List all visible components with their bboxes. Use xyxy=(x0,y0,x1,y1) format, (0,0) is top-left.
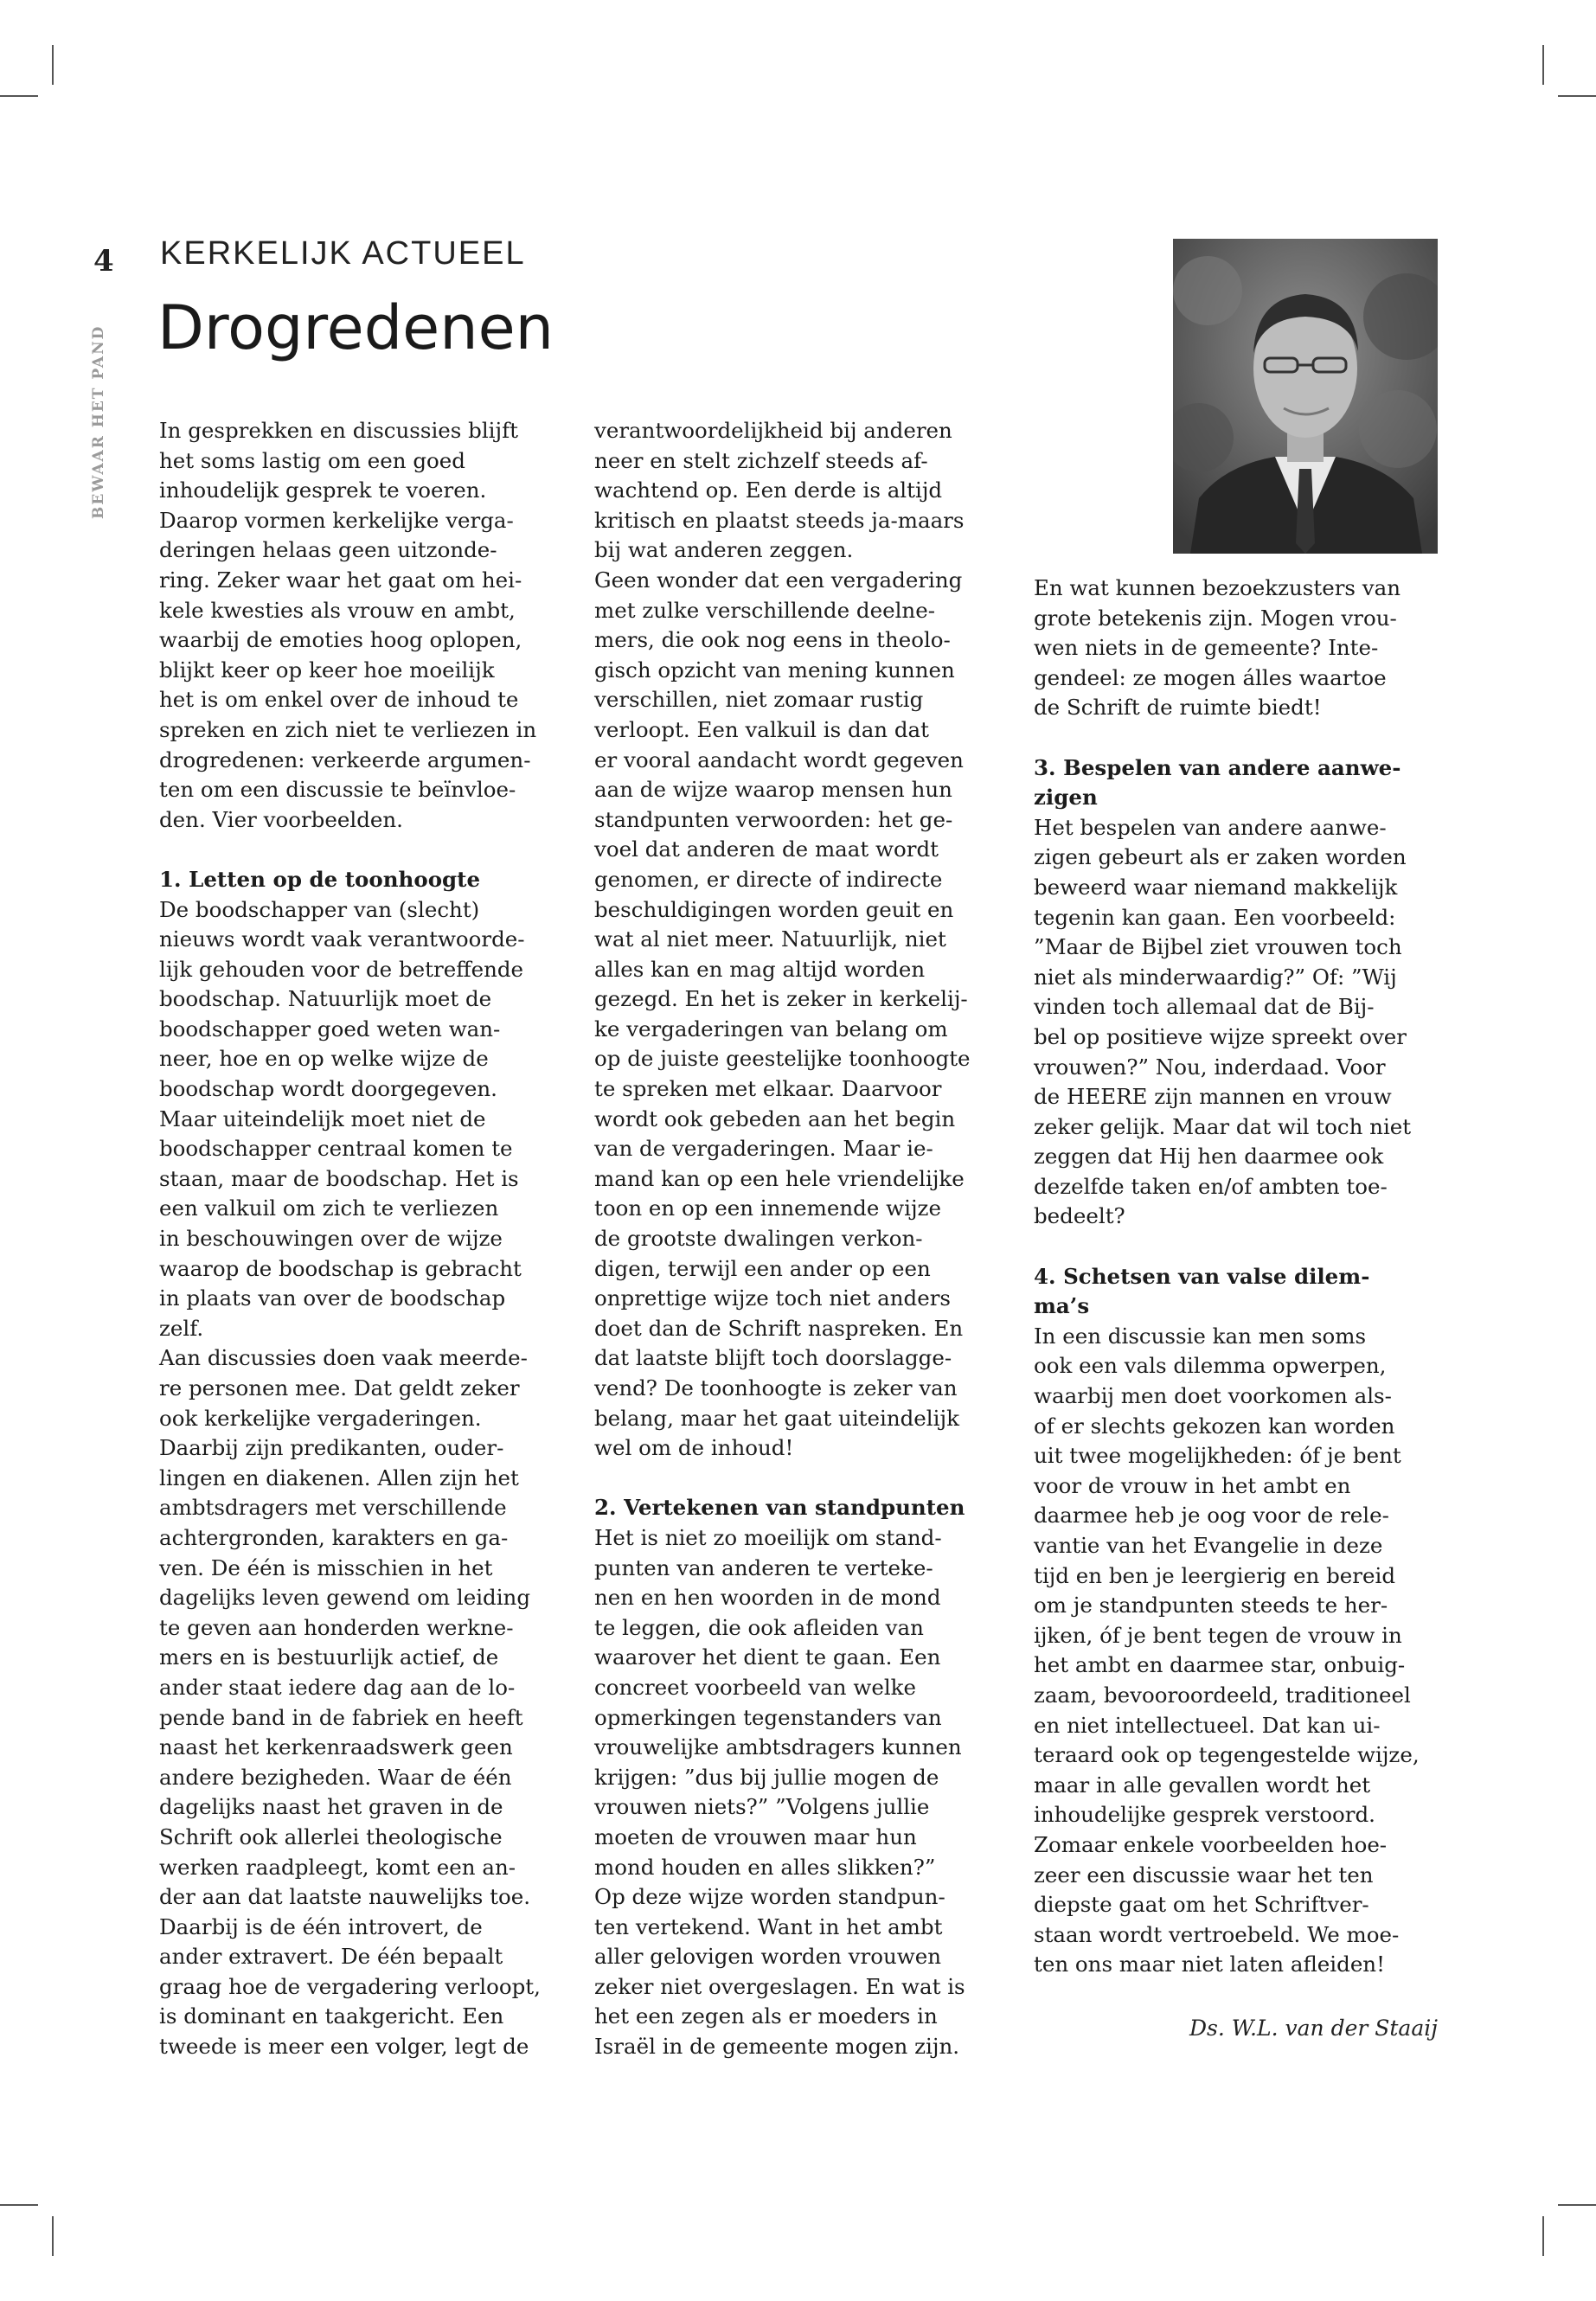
text-line: om je standpunten steeds te her- xyxy=(1034,1593,1388,1618)
text-line: wachtend op. Een derde is altijd xyxy=(594,478,943,503)
text-line: Op deze wijze worden standpun- xyxy=(594,1884,945,1910)
text-line: zigen gebeurt als er zaken worden xyxy=(1034,844,1407,870)
text-line: andere bezigheden. Waar de één xyxy=(159,1764,512,1790)
text-line: vrouwen niets?” ”Volgens jullie xyxy=(594,1794,930,1820)
text-line: lingen en diakenen. Allen zijn het xyxy=(159,1465,519,1490)
text-line: ander extravert. De één bepaalt xyxy=(159,1944,503,1970)
text-line: op de juiste geestelijke toonhoogte xyxy=(594,1046,971,1072)
paragraph xyxy=(1034,1322,1420,1980)
text-line: belang, maar het gaat uiteindelijk xyxy=(594,1405,959,1431)
heading-vertekenen: 2. Vertekenen van standpunten xyxy=(594,1495,965,1521)
crop-mark xyxy=(1558,95,1596,97)
text-line: boodschap. Natuurlijk moet de xyxy=(159,986,492,1012)
text-line: ten om een discussie te beïnvloe- xyxy=(159,777,516,803)
text-line: wen niets in de gemeente? Inte- xyxy=(1034,635,1379,661)
text-line: wel om de inhoud! xyxy=(594,1435,794,1461)
text-line: tegenin kan gaan. Een voorbeeld: xyxy=(1034,904,1396,930)
text-line: verloopt. Een valkuil is dan dat xyxy=(594,716,929,742)
text-line: wat al niet meer. Natuurlijk, niet xyxy=(594,926,946,952)
text-line: boodschap wordt doorgegeven. xyxy=(159,1076,497,1102)
paragraph xyxy=(1034,813,1420,1232)
text-line: mand kan op een hele vriendelijke xyxy=(594,1165,965,1191)
text-line: nieuws wordt vaak verantwoorde- xyxy=(159,926,525,952)
text-line: blijkt keer op keer hoe moeilijk xyxy=(159,657,495,683)
text-line: 3. Bespelen van andere aanwe- xyxy=(1034,754,1401,780)
text-line: vrouwen?” Nou, inderdaad. Voor xyxy=(1034,1054,1386,1080)
text-line: ven. De één is misschien in het xyxy=(159,1554,493,1580)
text-line: de HEERE zijn mannen en vrouw xyxy=(1034,1084,1392,1110)
text-line: ambtsdragers met verschillende xyxy=(159,1495,507,1521)
side-label-text: BEWAAR HET PAND xyxy=(90,324,107,519)
text-line: het is om enkel over de inhoud te xyxy=(159,687,519,713)
text-line: Geen wonder dat een vergadering xyxy=(594,567,963,593)
text-line: dagelijks leven gewend om leiding xyxy=(159,1585,531,1611)
text-line: der aan dat laatste nauwelijks toe. xyxy=(159,1884,530,1910)
text-line: aan de wijze waarop mensen hun xyxy=(594,777,952,803)
text-line: daarmee heb je oog voor de rele- xyxy=(1034,1503,1389,1529)
text-line: achtergronden, karakters en ga- xyxy=(159,1524,509,1550)
side-label xyxy=(90,294,116,519)
heading-bespelen xyxy=(1034,753,1420,813)
text-line: zeker niet overgeslagen. En wat is xyxy=(594,1973,965,1999)
crop-mark xyxy=(1558,2204,1596,2206)
text-line: dezelfde taken en/of ambten toe- xyxy=(1034,1173,1388,1199)
text-line: waarbij men doet voorkomen als- xyxy=(1034,1383,1392,1409)
text-line: lijk gehouden voor de betreffende xyxy=(159,956,524,982)
text-line: boodschapper goed weten wan- xyxy=(159,1016,501,1042)
text-line: dat laatste blijft toch doorslagge- xyxy=(594,1345,952,1371)
text-line: te spreken met elkaar. Daarvoor xyxy=(594,1076,942,1102)
text-line: zeer een discussie waar het ten xyxy=(1034,1862,1374,1888)
text-line: In een discussie kan men soms xyxy=(1034,1323,1367,1349)
text-line: neer en stelt zichzelf steeds af- xyxy=(594,447,928,473)
text-line: voor de vrouw in het ambt en xyxy=(1034,1472,1351,1498)
text-line: ten ons maar niet laten afleiden! xyxy=(1034,1952,1385,1977)
text-line: 4. Schetsen van valse dilem- xyxy=(1034,1263,1370,1289)
text-line: vrouwelijke ambtsdragers kunnen xyxy=(594,1734,962,1760)
author-signature: Ds. W.L. van der Staaij xyxy=(1189,2016,1438,2041)
text-line: naast het kerkenraadswerk geen xyxy=(159,1734,513,1760)
column-2 xyxy=(594,416,971,2062)
heading-toonhoogte: 1. Letten op de toonhoogte xyxy=(159,866,481,892)
text-line: is dominant en taakgericht. Een xyxy=(159,2003,504,2029)
text-line: wordt ook gebeden aan het begin xyxy=(594,1106,956,1131)
text-line: mers, die ook nog eens in theolo- xyxy=(594,627,951,653)
crop-mark xyxy=(52,2216,54,2256)
text-line: mond houden en alles slikken?” xyxy=(594,1854,936,1880)
text-line: teraard ook op tegengestelde wijze, xyxy=(1034,1742,1420,1768)
text-line: neer, hoe en op welke wijze de xyxy=(159,1046,489,1072)
text-line: zeggen dat Hij hen daarmee ook xyxy=(1034,1144,1384,1170)
text-line: het soms lastig om een goed xyxy=(159,447,465,473)
text-line: spreken en zich niet te verliezen in xyxy=(159,716,537,742)
paragraph xyxy=(594,1523,971,2062)
text-line: zeker gelijk. Maar dat wil toch niet xyxy=(1034,1113,1412,1139)
text-line: standpunten verwoorden: het ge- xyxy=(594,806,953,832)
article-title: Drogredenen xyxy=(157,292,554,363)
text-line: inhoudelijke gesprek verstoord. xyxy=(1034,1802,1375,1828)
text-line: Daarbij is de één introvert, de xyxy=(159,1913,483,1939)
text-line: mers en is bestuurlijk actief, de xyxy=(159,1644,499,1670)
text-line: waarover het dient te gaan. Een xyxy=(594,1644,941,1670)
text-line: Daarbij zijn predikanten, ouder- xyxy=(159,1435,504,1461)
text-line: inhoudelijk gesprek te voeren. xyxy=(159,478,487,503)
column-3 xyxy=(1034,574,1420,1980)
text-line: concreet voorbeeld van welke xyxy=(594,1674,917,1700)
text-line: alles kan en mag altijd worden xyxy=(594,956,926,982)
text-line: tijd en ben je leergierig en bereid xyxy=(1034,1562,1396,1588)
author-photo xyxy=(1173,239,1438,554)
text-line: van de vergaderingen. Maar ie- xyxy=(594,1136,933,1162)
text-line: Zomaar enkele voorbeelden hoe- xyxy=(1034,1831,1388,1857)
text-line: staan wordt vertroebeld. We moe- xyxy=(1034,1921,1400,1947)
text-line: bij wat anderen zeggen. xyxy=(594,537,854,563)
text-line: zigen xyxy=(1034,785,1098,811)
text-line: grote betekenis zijn. Mogen vrou- xyxy=(1034,605,1397,631)
text-line: nen en hen woorden in de mond xyxy=(594,1585,941,1611)
text-line: ma’s xyxy=(1034,1293,1090,1319)
text-line: of er slechts gekozen kan worden xyxy=(1034,1413,1395,1439)
text-line: ook een vals dilemma opwerpen, xyxy=(1034,1353,1387,1379)
text-line: gendeel: ze mogen álles waartoe xyxy=(1034,664,1387,690)
text-line: beweerd waar niemand makkelijk xyxy=(1034,874,1398,900)
text-line: ring. Zeker waar het gaat om hei- xyxy=(159,567,522,593)
text-line: niet als minderwaardig?” Of: ”Wij xyxy=(1034,964,1397,990)
text-line: Het bespelen van andere aanwe- xyxy=(1034,814,1387,840)
text-line: ”Maar de Bijbel ziet vrouwen toch xyxy=(1034,934,1402,960)
text-line: dagelijks naast het graven in de xyxy=(159,1794,503,1820)
text-line: kritisch en plaatst steeds ja-maars xyxy=(594,507,965,533)
text-line: uit twee mogelijkheden: óf je bent xyxy=(1034,1443,1401,1469)
text-line: opmerkingen tegenstanders van xyxy=(594,1704,942,1730)
text-line: onprettige wijze toch niet anders xyxy=(594,1285,952,1311)
section-label: KERKELIJK ACTUEEL xyxy=(160,235,526,272)
text-line: De boodschapper van (slecht) xyxy=(159,896,480,922)
text-line: voel dat anderen de maat wordt xyxy=(594,836,939,862)
text-line: vend? De toonhoogte is zeker van xyxy=(594,1375,958,1400)
text-line: vinden toch allemaal dat de Bij- xyxy=(1034,994,1375,1020)
text-line: de Schrift de ruimte biedt! xyxy=(1034,695,1322,721)
text-line: ke vergaderingen van belang om xyxy=(594,1016,948,1042)
text-line: er vooral aandacht wordt gegeven xyxy=(594,747,964,772)
text-line: vantie van het Evangelie in deze xyxy=(1034,1533,1383,1558)
crop-mark xyxy=(52,45,54,85)
text-line: bedeelt? xyxy=(1034,1203,1125,1229)
paragraph xyxy=(594,416,971,566)
text-line: boodschapper centraal komen te xyxy=(159,1136,513,1162)
text-line: doet dan de Schrift naspreken. En xyxy=(594,1315,964,1341)
text-line: kele kwesties als vrouw en ambt, xyxy=(159,597,516,623)
text-line: aller gelovigen worden vrouwen xyxy=(594,1944,941,1970)
text-line: Aan discussies doen vaak meerde- xyxy=(159,1345,528,1371)
text-line: ander staat iedere dag aan de lo- xyxy=(159,1674,516,1700)
text-line: staan, maar de boodschap. Het is xyxy=(159,1165,519,1191)
text-line: beschuldigingen worden geuit en xyxy=(594,896,954,922)
text-line: het een zegen als er moeders in xyxy=(594,2003,938,2029)
text-line: en niet intellectueel. Dat kan ui- xyxy=(1034,1712,1381,1738)
text-line: met zulke verschillende deelne- xyxy=(594,597,935,623)
text-line: ook kerkelijke vergaderingen. xyxy=(159,1405,482,1431)
text-line: En wat kunnen bezoekzusters van xyxy=(1034,575,1401,600)
text-line: zaam, bevooroordeeld, traditioneel xyxy=(1034,1682,1411,1708)
text-line: maar in alle gevallen wordt het xyxy=(1034,1772,1371,1798)
text-line: In gesprekken en discussies blijft xyxy=(159,418,519,443)
text-line: de grootste dwalingen verkon- xyxy=(594,1226,923,1252)
text-line: graag hoe de vergadering verloopt, xyxy=(159,1973,541,1999)
crop-mark xyxy=(0,2204,38,2206)
text-line: Het is niet zo moeilijk om stand- xyxy=(594,1524,942,1550)
heading-dilemma xyxy=(1034,1262,1420,1322)
paragraph xyxy=(594,566,971,1464)
text-line: Schrift ook allerlei theologische xyxy=(159,1823,503,1849)
text-line: te leggen, die ook afleiden van xyxy=(594,1614,924,1640)
crop-mark xyxy=(1542,45,1544,85)
text-line: pende band in de fabriek en heeft xyxy=(159,1704,523,1730)
crop-mark xyxy=(0,95,38,97)
text-line: diepste gaat om het Schriftver- xyxy=(1034,1892,1369,1918)
text-line: punten van anderen te verteke- xyxy=(594,1554,933,1580)
text-line: zelf. xyxy=(159,1315,204,1341)
text-line: ijken, óf je bent tegen de vrouw in xyxy=(1034,1622,1402,1648)
text-line: krijgen: ”dus bij jullie mogen de xyxy=(594,1764,939,1790)
text-line: gezegd. En het is zeker in kerkelij- xyxy=(594,986,968,1012)
text-line: waarop de boodschap is gebracht xyxy=(159,1255,522,1281)
text-line: verschillen, niet zomaar rustig xyxy=(594,687,924,713)
text-line: een valkuil om zich te verliezen xyxy=(159,1195,499,1221)
text-line: bel op positieve wijze spreekt over xyxy=(1034,1023,1407,1049)
text-line: digen, terwijl een ander op een xyxy=(594,1255,931,1281)
text-line: moeten de vrouwen maar hun xyxy=(594,1823,917,1849)
text-line: genomen, er directe of indirecte xyxy=(594,866,943,892)
text-line: in beschouwingen over de wijze xyxy=(159,1226,503,1252)
text-line: ten vertekend. Want in het ambt xyxy=(594,1913,943,1939)
page-number: 4 xyxy=(93,244,114,279)
text-line: den. Vier voorbeelden. xyxy=(159,806,403,832)
column-1 xyxy=(159,416,541,2062)
text-line: verantwoordelijkheid bij anderen xyxy=(594,418,952,443)
author-portrait-icon xyxy=(1173,239,1438,554)
text-line: tweede is meer een volger, legt de xyxy=(159,2034,529,2060)
intro-paragraph xyxy=(159,416,541,835)
text-line: gisch opzicht van mening kunnen xyxy=(594,657,955,683)
text-line: Israël in de gemeente mogen zijn. xyxy=(594,2034,960,2060)
text-line: toon en op een innemende wijze xyxy=(594,1195,941,1221)
paragraph xyxy=(159,895,541,1344)
text-line: drogredenen: verkeerde argumen- xyxy=(159,747,531,772)
text-line: in plaats van over de boodschap xyxy=(159,1285,506,1311)
paragraph xyxy=(159,1343,541,2061)
text-line: Maar uiteindelijk moet niet de xyxy=(159,1106,486,1131)
text-line: deringen helaas geen uitzonde- xyxy=(159,537,497,563)
text-line: te geven aan honderden werkne- xyxy=(159,1614,514,1640)
crop-mark xyxy=(1542,2216,1544,2256)
paragraph xyxy=(1034,574,1420,723)
text-line: werken raadpleegt, komt een an- xyxy=(159,1854,516,1880)
text-line: Daarop vormen kerkelijke verga- xyxy=(159,507,514,533)
text-line: re personen mee. Dat geldt zeker xyxy=(159,1375,520,1400)
text-line: het ambt en daarmee star, onbuig- xyxy=(1034,1652,1406,1678)
text-line: waarbij de emoties hoog oplopen, xyxy=(159,627,522,653)
